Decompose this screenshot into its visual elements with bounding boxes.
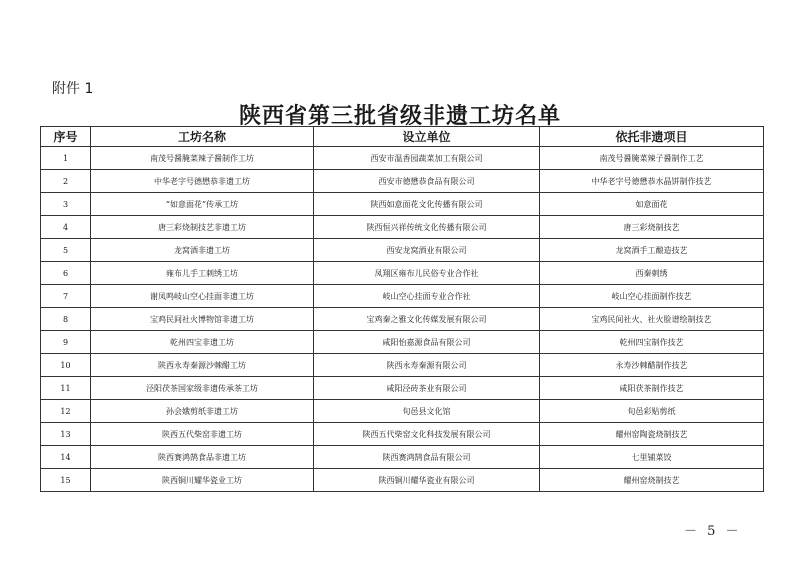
cell-heritage-project: 咸阳茯茶制作技艺 <box>540 377 764 400</box>
cell-index: 14 <box>41 446 91 469</box>
cell-index: 10 <box>41 354 91 377</box>
table-row <box>41 446 764 469</box>
cell-establishing-unit: 咸阳怡嘉源食品有限公司 <box>314 331 540 354</box>
cell-heritage-project: 旬邑彩贴剪纸 <box>540 400 764 423</box>
cell-establishing-unit: 岐山空心挂面专业合作社 <box>314 285 540 308</box>
cell-heritage-project: 中华老字号德懋恭水晶饼制作技艺 <box>540 170 764 193</box>
cell-establishing-unit: 西安市德懋恭食品有限公司 <box>314 170 540 193</box>
cell-workshop-name: 宝鸡民间社火博物馆非遗工坊 <box>91 308 314 331</box>
workshop-list-table <box>40 126 764 492</box>
cell-heritage-project: 南茂号醤腌菜辣子醤制作工艺 <box>540 147 764 170</box>
cell-heritage-project: 乾州四宝制作技艺 <box>540 331 764 354</box>
table-row <box>41 354 764 377</box>
cell-index: 15 <box>41 469 91 492</box>
table-row <box>41 423 764 446</box>
table-row <box>41 331 764 354</box>
cell-index: 11 <box>41 377 91 400</box>
cell-heritage-project: 耀州窑陶瓷烧制技艺 <box>540 423 764 446</box>
cell-workshop-name: 唐三彩烧制技艺非遗工坊 <box>91 216 314 239</box>
cell-establishing-unit: 咸阳泾砖茶业有限公司 <box>314 377 540 400</box>
cell-workshop-name: 龙窝酒非遗工坊 <box>91 239 314 262</box>
cell-workshop-name: 乾州四宝非遗工坊 <box>91 331 314 354</box>
cell-establishing-unit: 西安龙窝酒业有限公司 <box>314 239 540 262</box>
cell-workshop-name: 中华老字号德懋恭非遗工坊 <box>91 170 314 193</box>
table-row <box>41 400 764 423</box>
cell-index: 13 <box>41 423 91 446</box>
cell-workshop-name: 泾阳茯茶国家级非遗传承茶工坊 <box>91 377 314 400</box>
cell-heritage-project: 岐山空心挂面制作技艺 <box>540 285 764 308</box>
cell-establishing-unit: 陕西恒兴祥传统文化传播有限公司 <box>314 216 540 239</box>
header-workshop-name: 工坊名称 <box>91 127 314 147</box>
table-row <box>41 262 764 285</box>
table-row <box>41 239 764 262</box>
document-title: 陕西省第三批省级非遗工坊名单 <box>238 104 561 129</box>
cell-establishing-unit: 西安市温香园蔬菜加工有限公司 <box>314 147 540 170</box>
cell-index: 1 <box>41 147 91 170</box>
header-index: 序号 <box>41 127 91 147</box>
table-row <box>41 216 764 239</box>
cell-heritage-project: 西秦刺绣 <box>540 262 764 285</box>
header-establishing-unit: 设立单位 <box>314 127 540 147</box>
cell-establishing-unit: 陕西铜川耀华瓷业有限公司 <box>314 469 540 492</box>
cell-workshop-name: 陕西五代柴窑非遗工坊 <box>91 423 314 446</box>
page-number: － 5 － <box>684 524 742 539</box>
cell-index: 8 <box>41 308 91 331</box>
attachment-label: 附件 1 <box>52 81 94 97</box>
cell-index: 7 <box>41 285 91 308</box>
cell-index: 12 <box>41 400 91 423</box>
table-row <box>41 377 764 400</box>
cell-index: 2 <box>41 170 91 193</box>
table-row <box>41 193 764 216</box>
header-heritage-project: 依托非遗项目 <box>540 127 764 147</box>
cell-index: 4 <box>41 216 91 239</box>
cell-heritage-project: 七里铺菜饺 <box>540 446 764 469</box>
cell-workshop-name: 陕西永寿秦源沙棘醋工坊 <box>91 354 314 377</box>
cell-heritage-project: 龙窝酒手工酿造技艺 <box>540 239 764 262</box>
cell-heritage-project: 永寿沙棘醋制作技艺 <box>540 354 764 377</box>
table-row <box>41 469 764 492</box>
cell-heritage-project: 唐三彩烧制技艺 <box>540 216 764 239</box>
table-row <box>41 308 764 331</box>
cell-index: 5 <box>41 239 91 262</box>
table-row <box>41 285 764 308</box>
cell-establishing-unit: 陕西赛鸿鹄食品有限公司 <box>314 446 540 469</box>
table-body <box>41 147 764 492</box>
cell-establishing-unit: 旬邑县文化馆 <box>314 400 540 423</box>
cell-workshop-name: 陕西赛鸿鹄食品非遗工坊 <box>91 446 314 469</box>
cell-workshop-name: 雍布儿手工刺绣工坊 <box>91 262 314 285</box>
table-row <box>41 170 764 193</box>
cell-establishing-unit: 宝鸡秦之雅文化传媒发展有限公司 <box>314 308 540 331</box>
cell-establishing-unit: 凤翔区雍布儿民俗专业合作社 <box>314 262 540 285</box>
cell-heritage-project: 如意面花 <box>540 193 764 216</box>
cell-heritage-project: 耀州窑烧制技艺 <box>540 469 764 492</box>
cell-establishing-unit: 陕西如意面花文化传播有限公司 <box>314 193 540 216</box>
cell-workshop-name: 谢凤鸣岐山空心挂面非遗工坊 <box>91 285 314 308</box>
cell-index: 6 <box>41 262 91 285</box>
cell-establishing-unit: 陕西永寿秦源有限公司 <box>314 354 540 377</box>
cell-index: 9 <box>41 331 91 354</box>
table-header-row <box>41 127 764 147</box>
cell-workshop-name: 孙会娥剪纸非遗工坊 <box>91 400 314 423</box>
cell-index: 3 <box>41 193 91 216</box>
cell-workshop-name: 陕西铜川耀华瓷业工坊 <box>91 469 314 492</box>
cell-workshop-name: “如意面花”传承工坊 <box>91 193 314 216</box>
table-row <box>41 147 764 170</box>
cell-establishing-unit: 陕西五代柴窑文化科技发展有限公司 <box>314 423 540 446</box>
cell-workshop-name: 南茂号醤腌菜辣子醤制作工坊 <box>91 147 314 170</box>
cell-heritage-project: 宝鸡民间社火、社火脸谱绘制技艺 <box>540 308 764 331</box>
